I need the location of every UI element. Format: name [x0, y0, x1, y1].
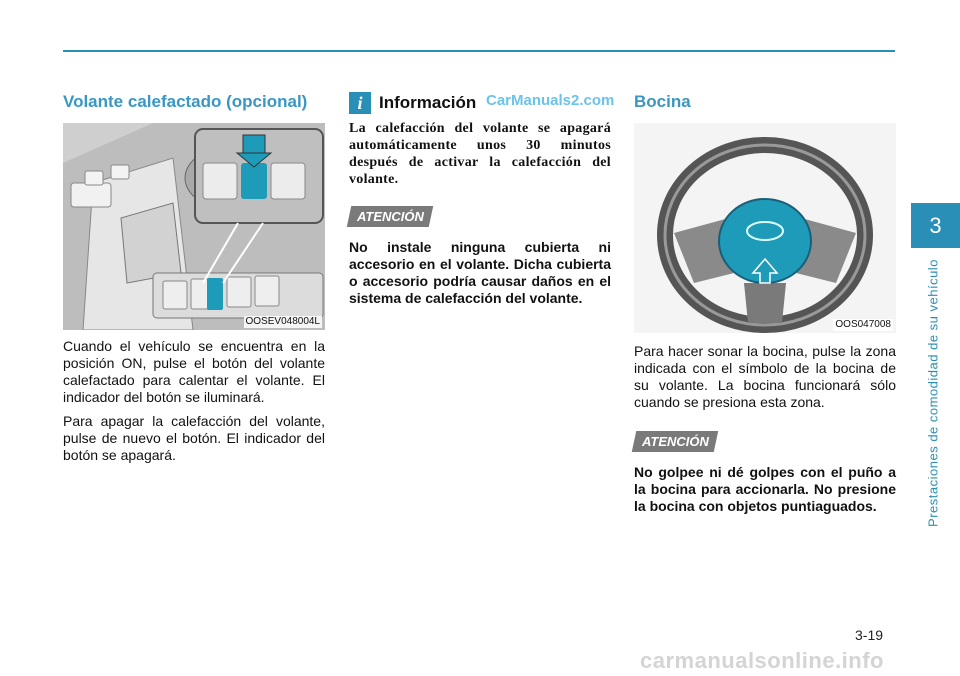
paragraph: Para hacer sonar la bocina, pulse la zona indicada con el símbolo de la bocina de su volante. La bocina funcionará sólo cuando se presiona esta zona. — [634, 343, 896, 410]
figure-code: OOS047008 — [835, 319, 891, 330]
paragraph: Para apagar la calefacción del volante, pulse de nuevo el botón. El indicador del botón se apagará. — [63, 413, 325, 463]
steering-wheel-figure — [634, 123, 896, 333]
warning-badge — [347, 206, 433, 227]
section-title: Bocina — [634, 92, 691, 111]
horn-section — [634, 92, 896, 515]
heated-wheel-section — [63, 92, 325, 471]
page-number: 3-19 — [855, 627, 884, 643]
chapter-title: Prestaciones de comodidad de su vehículo — [925, 259, 941, 527]
console-illustration — [63, 123, 325, 330]
header-rule — [63, 50, 895, 52]
section-title: Volante calefactado (opcional) — [63, 92, 308, 111]
warning-label: ATENCIÓN — [642, 434, 709, 449]
chapter-title-vertical — [923, 258, 943, 528]
steering-wheel-illustration — [634, 123, 896, 333]
chapter-tab: 3 — [911, 203, 960, 248]
warning-text: No instale ninguna cubierta ni accesorio en el volante. Dicha cubierta o accesorio podría causar daños en el sistema de calefacción del volante. — [349, 239, 611, 306]
info-icon: i — [349, 92, 371, 114]
info-text: La calefacción del volante se apagará automáticamente unos 30 minutos después de activar la calefacción del volante. — [349, 121, 611, 187]
footer-watermark: carmanualsonline.info — [640, 648, 884, 673]
info-section — [349, 92, 611, 307]
warning-badge — [632, 431, 718, 452]
figure-code: OOSEV048004L — [245, 316, 320, 327]
warning-badge-wrap — [634, 431, 896, 452]
watermark: CarManuals2.com — [486, 92, 615, 109]
info-title: Información — [379, 93, 477, 112]
warning-text: No golpee ni dé golpes con el puño a la bocina para accionarla. No presione la bocina con objetos puntiaguados. — [634, 464, 896, 514]
warning-label: ATENCIÓN — [357, 209, 424, 224]
warning-badge-wrap — [349, 206, 611, 227]
console-figure — [63, 123, 325, 330]
paragraph: Cuando el vehículo se encuentra en la posición ON, pulse el botón del volante calefactado para calentar el volante. El indicador del botón se iluminará. — [63, 338, 325, 405]
